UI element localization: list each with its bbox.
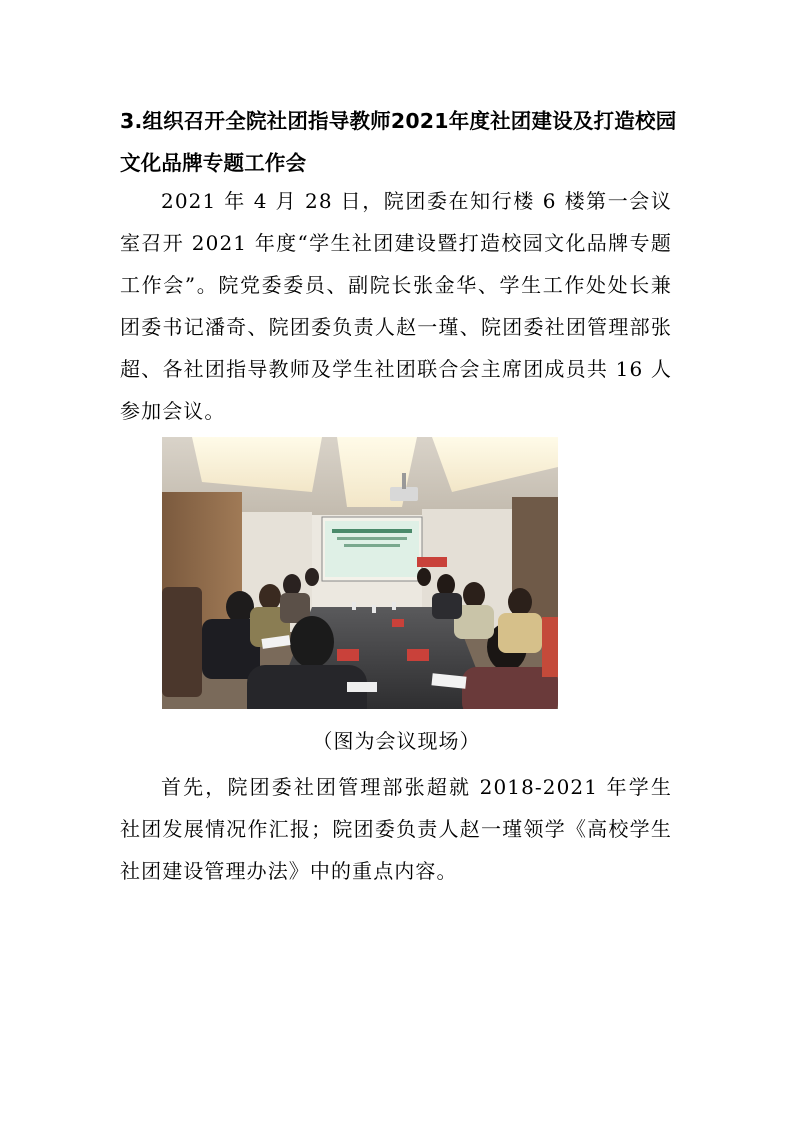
body-paragraph-2: 首先，院团委社团管理部张超就 2018-2021 年学生社团发展情况作汇报；院团委负责人赵一瑾领学《高校学生社团建设管理办法》中的重点内容。 <box>120 775 672 883</box>
section-heading: 3.组织召开全院社团指导教师2021年度社团建设及打造校园文化品牌专题工作会 <box>120 109 677 175</box>
photo-caption: （图为会议现场） <box>312 729 481 753</box>
body-paragraph-1: 2021 年 4 月 28 日，院团委在知行楼 6 楼第一会议室召开 2021 年度“学生社团建设暨打造校园文化品牌专题工作会”。院党委委员、副院长张金华、学生工作处处长兼团委书记潘奇、院团委负责人赵一瑾、院团委社团管理部张超、各社团指导教师及学生社团联合会主席团成员共 16 人参加会议。 <box>120 189 672 423</box>
meeting-photo <box>162 437 558 709</box>
